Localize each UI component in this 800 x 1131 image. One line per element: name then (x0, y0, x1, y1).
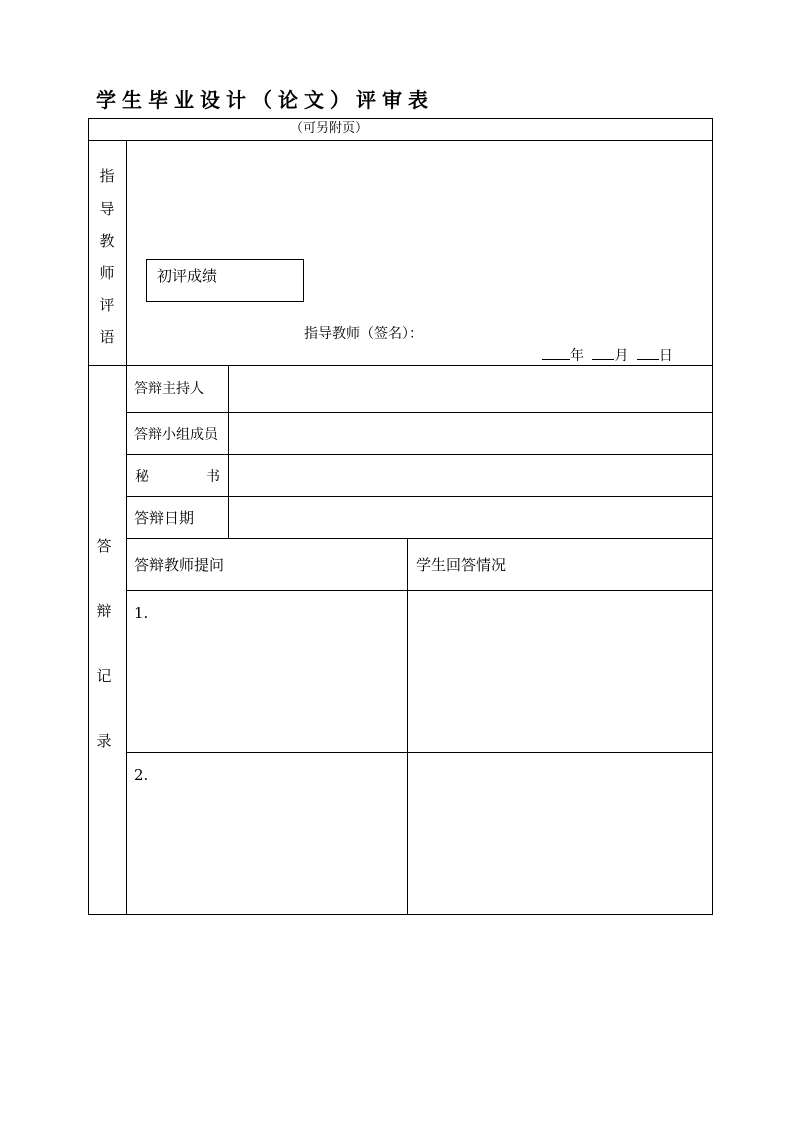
attachment-note: （可另附页） (290, 121, 369, 136)
defense-side-label-char: 辩 (96, 602, 112, 620)
row-divider (88, 365, 713, 366)
defense-chair-label: 答辩主持人 (134, 381, 204, 397)
advisor-side-label-char: 语 (99, 328, 115, 346)
defense-members-field[interactable] (232, 415, 708, 451)
question-header: 答辩教师提问 (134, 556, 225, 574)
day-blank[interactable] (637, 347, 659, 360)
question-1: 1. (134, 604, 149, 622)
question-2: 2. (134, 766, 149, 784)
column-divider (126, 140, 127, 915)
advisor-side-label-char: 导 (99, 200, 115, 218)
defense-side-label-char: 答 (96, 537, 112, 555)
secretary-label-char1: 秘 (135, 469, 149, 485)
initial-grade-label: 初评成绩 (157, 267, 218, 285)
advisor-side-label-char: 师 (99, 264, 115, 282)
answer-header: 学生回答情况 (416, 556, 507, 574)
defense-date-label: 答辩日期 (134, 509, 195, 527)
secretary-label-char2: 书 (206, 469, 220, 485)
advisor-date (542, 347, 673, 364)
column-divider (228, 365, 229, 538)
year-label: 年 (570, 348, 584, 364)
advisor-side-label-char: 指 (99, 167, 115, 185)
answer-2-field[interactable] (411, 756, 709, 910)
year-blank[interactable] (542, 347, 570, 360)
defense-chair-field[interactable] (232, 368, 708, 408)
defense-date-field[interactable] (232, 499, 708, 535)
answer-1-field[interactable] (411, 594, 709, 748)
row-divider (126, 496, 713, 497)
advisor-signature-label: 指导教师（签名）： (304, 326, 423, 342)
row-divider (88, 140, 713, 141)
row-divider (126, 454, 713, 455)
row-divider (126, 590, 713, 591)
secretary-field[interactable] (232, 457, 708, 493)
row-divider (126, 412, 713, 413)
month-label: 月 (614, 348, 629, 364)
advisor-side-label-char: 评 (99, 296, 115, 314)
row-divider (126, 752, 713, 753)
page-title: 学生毕业设计（论文）评审表 (96, 88, 434, 112)
row-divider (126, 538, 713, 539)
day-label: 日 (658, 348, 673, 364)
column-divider (407, 538, 408, 915)
defense-side-label-char: 记 (96, 667, 112, 685)
advisor-side-label-char: 教 (99, 232, 115, 250)
month-blank[interactable] (592, 347, 614, 360)
defense-members-label: 答辩小组成员 (134, 427, 218, 443)
defense-side-label-char: 录 (96, 732, 112, 750)
